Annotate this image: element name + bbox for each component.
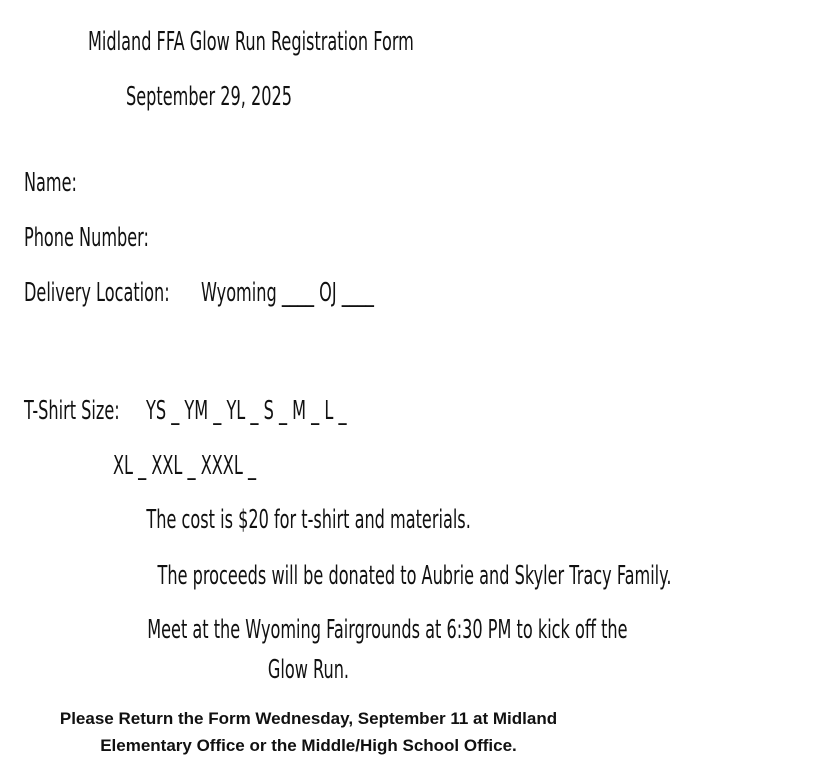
meet-text-line-2: Glow Run. xyxy=(267,655,350,685)
phone-number-label: Phone Number: xyxy=(24,223,149,253)
return-instructions-line-1: Please Return the Form Wednesday, September 11 at Midland xyxy=(59,709,558,728)
tshirt-size-label: T-Shirt Size: xyxy=(24,396,120,426)
delivery-location-label: Delivery Location: xyxy=(24,278,170,308)
tshirt-sizes-row-2: XL _ XXL _ XXXL _ xyxy=(113,451,257,481)
proceeds-text: The proceeds will be donated to Aubrie and Skyler Tracy Family. xyxy=(157,561,672,591)
event-date: September 29, 2025 xyxy=(126,82,293,112)
tshirt-sizes-row-1: YS _ YM _ YL _ S _ M _ L _ xyxy=(146,396,347,426)
delivery-location-options: Wyoming ____ OJ ____ xyxy=(201,278,374,308)
name-label: Name: xyxy=(24,168,77,198)
return-instructions-line-2: Elementary Office or the Middle/High School Office. xyxy=(100,736,517,755)
form-title: Midland FFA Glow Run Registration Form xyxy=(88,27,414,57)
meet-text-row-1 xyxy=(0,615,628,645)
meet-text-line-1: Meet at the Wyoming Fairgrounds at 6:30 PM to kick off the xyxy=(147,615,628,645)
cost-text-row xyxy=(0,505,617,535)
meet-text-row-2 xyxy=(0,655,617,685)
cost-text: The cost is $20 for t-shirt and materials. xyxy=(146,505,471,535)
proceeds-text-row xyxy=(0,561,672,591)
